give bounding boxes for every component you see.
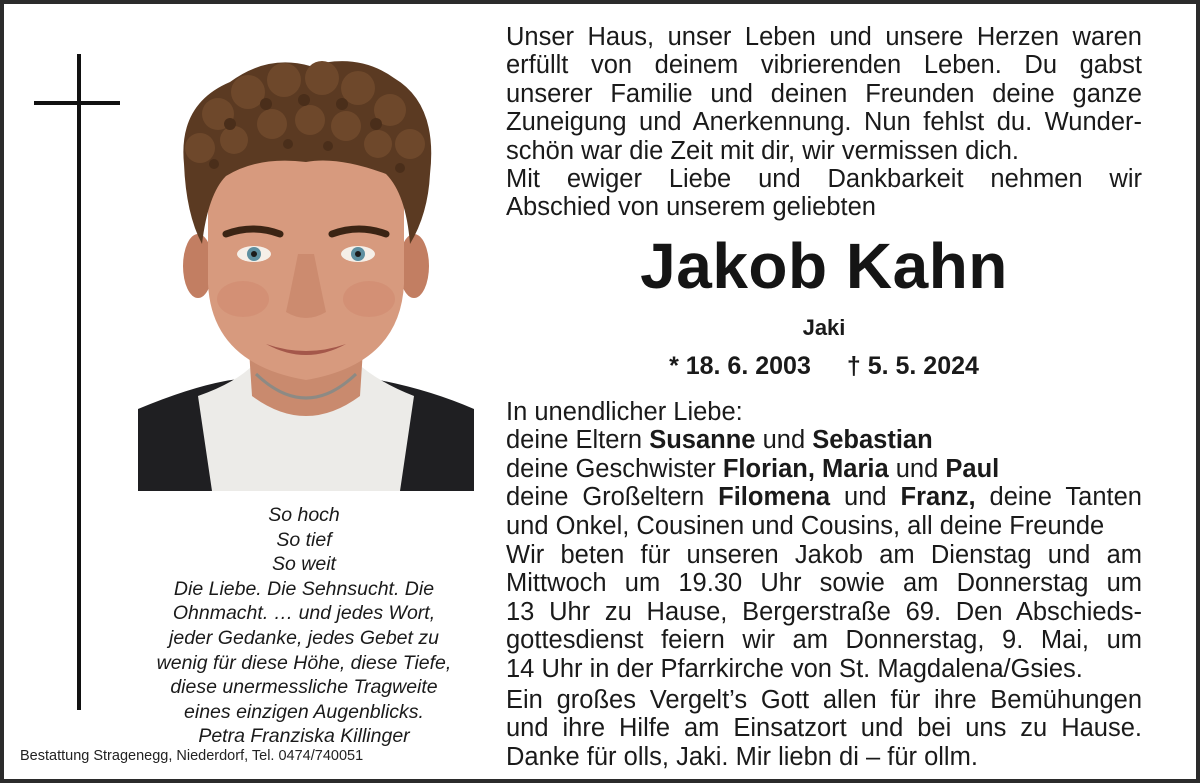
poem-line: Ohnmacht. … und jedes Wort, [172,602,436,625]
intro-line: Mit ewiger Liebe und Dankbarkeit nehmen wir [506,164,1142,193]
poem-line: So weit [272,553,336,576]
cross-icon-bar [34,101,120,105]
thanks-line: Ein großes Vergelt’s Gott allen für ihre Bemühungen [506,686,1142,714]
intro-line: schön war die Zeit mit dir, wir vermissen dich. [506,136,1019,165]
mourners-siblings [506,455,1142,483]
deceased-nickname: Jaki [802,315,846,340]
deceased-name: Jakob Kahn [640,230,1008,302]
mourner-conjunction: und [895,454,939,483]
cross-icon [77,54,81,710]
thanks-line: Danke für olls, Jaki. Mir liebn di – für ollm. [506,742,978,771]
thanks-line: und ihre Hilfe am Einsatzort und bei uns zu Hause. [506,714,1142,743]
service-info [506,541,1142,683]
intro-line: Unser Haus, unser Leben und unsere Herzen waren [506,23,1142,51]
mourner-name: Paul [945,454,1000,483]
mourner-name: Florian, Maria [722,454,889,483]
poem-line: So tief [276,528,332,551]
mourner-label: deine Geschwister [506,454,716,483]
service-line: Mittwoch um 19.30 Uhr sowie am Donnerstag um [506,569,1142,598]
mourner-name: Filomena [718,483,831,512]
service-line: 14 Uhr in der Pfarrkirche von St. Magdalena/Gsies. [506,654,1083,683]
intro-line: unserer Familie und deinen Freunden deine ganze [506,79,1142,108]
mourner-label: deine Großeltern [506,483,705,512]
poem-line: diese unermessliche Tragweite [170,676,438,699]
mourner-name: Susanne [649,426,756,455]
intro-line: Zuneigung und Anerkennung. Nun fehlst du. Wunder- [506,108,1142,137]
poem-line: jeder Gedanke, jedes Gebet zu [169,626,439,649]
intro-line: Abschied von unserem geliebten [506,193,876,222]
birth-date: * 18. 6. 2003 [669,352,811,380]
mourners-list [506,398,1142,540]
service-line: Wir beten für unseren Jakob am Dienstag und am [506,541,1142,569]
mourner-conjunction: und [844,483,887,512]
poem-line: So hoch [268,504,340,526]
life-dates [504,349,1144,383]
thanks-text [506,686,1142,771]
mourner-label: deine Eltern [506,426,643,455]
mourners-heading: In unendlicher Liebe: [506,398,743,426]
mourner-name: Franz, [900,483,976,512]
mourners-parents [506,426,1142,454]
service-line: gottesdienst feiern wir am Donnerstag, 9. Mai, um [506,626,1142,655]
death-date: † 5. 5. 2024 [846,352,979,380]
poem-author: Petra Franziska Killinger [198,725,410,748]
poem-line: eines einzigen Augenblicks. [184,700,424,723]
funeral-home-footer: Bestattung Stragenegg, Niederdorf, Tel. 0474/740051 [20,748,364,764]
mourners-grandparents [506,483,1142,511]
poem-line: wenig für diese Höhe, diese Tiefe, [156,651,452,674]
intro-line: erfüllt von deinem vibrierenden Leben. Du gabst [506,51,1142,80]
mourner-label: deine Tanten [989,483,1142,512]
mourner-name: Sebastian [812,426,933,455]
obituary-card [4,4,1196,779]
mourners-relatives: und Onkel, Cousinen und Cousins, all deine Freunde [506,511,1105,540]
service-line: 13 Uhr zu Hause, Bergerstraße 69. Den Abschieds- [506,597,1142,626]
poem [129,503,479,749]
portrait-photo [138,44,474,491]
intro-text [506,23,1142,222]
poem-line: Die Liebe. Die Sehnsucht. Die [173,577,435,600]
mourner-conjunction: und [762,426,806,455]
